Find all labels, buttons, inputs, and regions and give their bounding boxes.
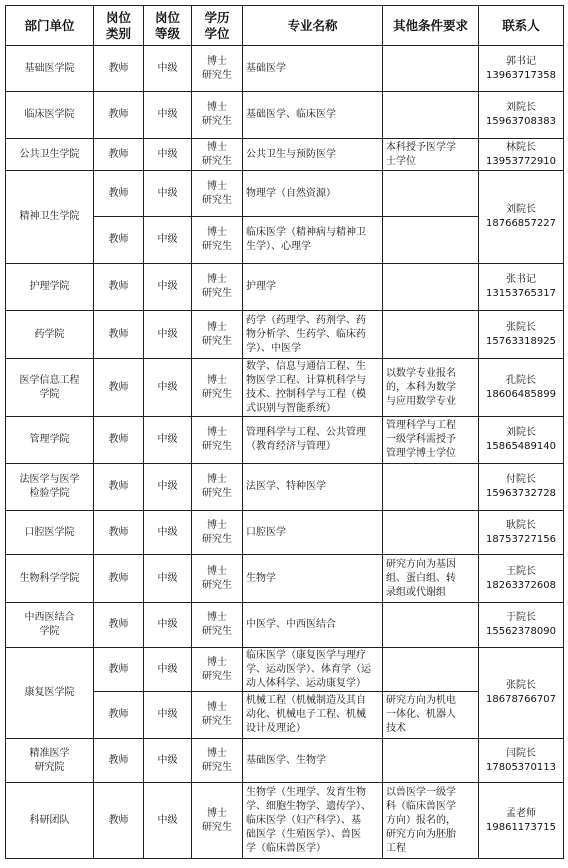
header-other: 其他条件要求: [383, 6, 479, 46]
cell-contact: 刘院长 15963708383: [479, 92, 564, 139]
cell-education: 博士 研究生: [192, 692, 243, 739]
cell-category: 教师: [94, 417, 144, 464]
cell-contact: 耿院长 18753727156: [479, 511, 564, 555]
table-row: [6, 139, 564, 171]
table-row: [6, 417, 564, 464]
cell-contact: 于院长 15562378090: [479, 603, 564, 648]
cell-category: 教师: [94, 739, 144, 783]
cell-major: 公共卫生与预防医学: [243, 139, 383, 171]
cell-level: 中级: [144, 555, 192, 603]
table-row: [6, 311, 564, 359]
cell-other: 管理科学与工程 一级学科需授予 管理学博士学位: [383, 417, 479, 464]
cell-level: 中级: [144, 171, 192, 217]
cell-education: 博士 研究生: [192, 92, 243, 139]
cell-education: 博士 研究生: [192, 139, 243, 171]
header-level: 岗位 等级: [144, 6, 192, 46]
cell-category: 教师: [94, 217, 144, 264]
cell-education: 博士 研究生: [192, 264, 243, 311]
cell-major: 机械工程（机械制造及其自 动化、机械电子工程、机械 设计及理论）: [243, 692, 383, 739]
cell-dept: 法医学与医学 检验学院: [6, 464, 94, 511]
table-row: [6, 783, 564, 859]
cell-other: [383, 464, 479, 511]
cell-other: [383, 739, 479, 783]
cell-major: 生物学: [243, 555, 383, 603]
cell-dept: 医学信息工程 学院: [6, 359, 94, 417]
cell-contact: 王院长 18263372608: [479, 555, 564, 603]
cell-other: 本科授予医学学 士学位: [383, 139, 479, 171]
cell-major: 基础医学、临床医学: [243, 92, 383, 139]
cell-major: 物理学（自然资源）: [243, 171, 383, 217]
cell-dept: 口腔医学院: [6, 511, 94, 555]
cell-dept: 中西医结合 学院: [6, 603, 94, 648]
header-major: 专业名称: [243, 6, 383, 46]
cell-dept: 精准医学 研究院: [6, 739, 94, 783]
cell-other: [383, 648, 479, 692]
cell-contact: 张院长 15763318925: [479, 311, 564, 359]
cell-contact: 刘院长 15865489140: [479, 417, 564, 464]
cell-category: 教师: [94, 92, 144, 139]
header-category: 岗位 类别: [94, 6, 144, 46]
table-row: [6, 511, 564, 555]
cell-major: 护理学: [243, 264, 383, 311]
cell-level: 中级: [144, 46, 192, 92]
cell-contact: 郭书记 13963717358: [479, 46, 564, 92]
cell-category: 教师: [94, 464, 144, 511]
cell-major: 生物学（生理学、发育生物 学、细胞生物学、遗传学）、 临床医学（妇产科学）、基 础医学（生殖医学）、兽医 学（临床兽医学）: [243, 783, 383, 859]
cell-level: 中级: [144, 783, 192, 859]
cell-other: 研究方向为机电 一体化、机器人 技术: [383, 692, 479, 739]
cell-dept: 临床医学院: [6, 92, 94, 139]
cell-level: 中级: [144, 359, 192, 417]
cell-other: [383, 311, 479, 359]
cell-other: 以数学专业报名 的，本科为数学 与应用数学专业: [383, 359, 479, 417]
cell-other: 以兽医学一级学 科（临床兽医学 方向）报名的， 研究方向为胚胎 工程: [383, 783, 479, 859]
header-dept: 部门单位: [6, 6, 94, 46]
cell-level: 中级: [144, 264, 192, 311]
cell-dept: 公共卫生学院: [6, 139, 94, 171]
cell-dept: 药学院: [6, 311, 94, 359]
cell-education: 博士 研究生: [192, 739, 243, 783]
cell-category: 教师: [94, 783, 144, 859]
cell-dept: 基础医学院: [6, 46, 94, 92]
header-contact: 联系人: [479, 6, 564, 46]
cell-other: 研究方向为基因 组、蛋白组、转 录组或代谢组: [383, 555, 479, 603]
cell-major: 临床医学（精神病与精神卫 生学）、心理学: [243, 217, 383, 264]
cell-contact: 孟老师 19861173715: [479, 783, 564, 859]
cell-level: 中级: [144, 139, 192, 171]
table-row: [6, 739, 564, 783]
cell-dept: 康复医学院: [6, 648, 94, 739]
table-row: [6, 648, 564, 692]
table-row: [6, 359, 564, 417]
table-row: [6, 92, 564, 139]
header-row: [6, 6, 564, 46]
cell-major: 药学（药理学、药剂学、药 物分析学、生药学、临床药 学）、中医学: [243, 311, 383, 359]
cell-category: 教师: [94, 511, 144, 555]
cell-level: 中级: [144, 692, 192, 739]
cell-major: 管理科学与工程、公共管理 （教育经济与管理）: [243, 417, 383, 464]
cell-education: 博士 研究生: [192, 464, 243, 511]
cell-education: 博士 研究生: [192, 217, 243, 264]
cell-level: 中级: [144, 311, 192, 359]
cell-other: [383, 264, 479, 311]
cell-level: 中级: [144, 511, 192, 555]
cell-category: 教师: [94, 311, 144, 359]
cell-category: 教师: [94, 692, 144, 739]
cell-category: 教师: [94, 555, 144, 603]
cell-education: 博士 研究生: [192, 359, 243, 417]
cell-contact: 林院长 13953772910: [479, 139, 564, 171]
cell-contact: 孔院长 18606485899: [479, 359, 564, 417]
cell-education: 博士 研究生: [192, 603, 243, 648]
cell-education: 博士 研究生: [192, 555, 243, 603]
cell-level: 中级: [144, 217, 192, 264]
cell-contact: 刘院长 18766857227: [479, 171, 564, 264]
table-row: [6, 603, 564, 648]
cell-dept: 精神卫生学院: [6, 171, 94, 264]
cell-other: [383, 46, 479, 92]
table-row: [6, 555, 564, 603]
cell-education: 博士 研究生: [192, 171, 243, 217]
cell-education: 博士 研究生: [192, 511, 243, 555]
cell-level: 中级: [144, 464, 192, 511]
cell-contact: 闫院长 17805370113: [479, 739, 564, 783]
table-row: [6, 171, 564, 217]
cell-other: [383, 217, 479, 264]
cell-major: 数学、信息与通信工程、生 物医学工程、计算机科学与 技术、控制科学与工程（模 式识别与智能系统）: [243, 359, 383, 417]
cell-dept: 科研团队: [6, 783, 94, 859]
cell-other: [383, 92, 479, 139]
cell-other: [383, 511, 479, 555]
cell-other: [383, 603, 479, 648]
cell-education: 博士 研究生: [192, 417, 243, 464]
cell-education: 博士 研究生: [192, 311, 243, 359]
cell-category: 教师: [94, 139, 144, 171]
cell-major: 中医学、中西医结合: [243, 603, 383, 648]
cell-contact: 张书记 13153765317: [479, 264, 564, 311]
cell-education: 博士 研究生: [192, 783, 243, 859]
cell-contact: 张院长 18678766707: [479, 648, 564, 739]
cell-dept: 管理学院: [6, 417, 94, 464]
header-education: 学历 学位: [192, 6, 243, 46]
cell-category: 教师: [94, 46, 144, 92]
cell-dept: 护理学院: [6, 264, 94, 311]
cell-level: 中级: [144, 603, 192, 648]
cell-major: 基础医学: [243, 46, 383, 92]
cell-level: 中级: [144, 417, 192, 464]
cell-education: 博士 研究生: [192, 648, 243, 692]
cell-education: 博士 研究生: [192, 46, 243, 92]
cell-category: 教师: [94, 359, 144, 417]
cell-level: 中级: [144, 739, 192, 783]
table-row: [6, 46, 564, 92]
cell-other: [383, 171, 479, 217]
cell-major: 基础医学、生物学: [243, 739, 383, 783]
cell-category: 教师: [94, 603, 144, 648]
cell-dept: 生物科学学院: [6, 555, 94, 603]
table-row: [6, 464, 564, 511]
cell-major: 口腔医学: [243, 511, 383, 555]
table-row: [6, 264, 564, 311]
recruitment-table: [5, 5, 564, 859]
cell-category: 教师: [94, 264, 144, 311]
cell-contact: 付院长 15963732728: [479, 464, 564, 511]
cell-category: 教师: [94, 648, 144, 692]
cell-level: 中级: [144, 648, 192, 692]
cell-major: 法医学、特种医学: [243, 464, 383, 511]
cell-level: 中级: [144, 92, 192, 139]
cell-major: 临床医学（康复医学与理疗 学、运动医学）、体育学（运 动人体科学、运动康复学）: [243, 648, 383, 692]
cell-category: 教师: [94, 171, 144, 217]
